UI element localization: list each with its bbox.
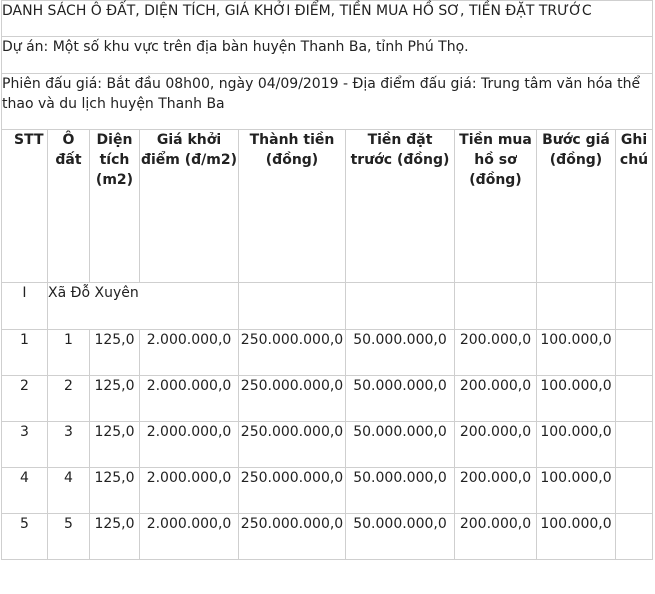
table-row xyxy=(2,514,653,560)
land-auction-table xyxy=(1,0,653,560)
cell-plot: 3 xyxy=(48,422,90,468)
cell-dossier-fee: 200.000,0 xyxy=(455,330,537,376)
column-header-starting-price: Giá khởi điểm (đ/m2) xyxy=(140,130,239,283)
auction-session-info: Phiên đấu giá: Bắt đầu 08h00, ngày 04/09/2019 - Địa điểm đấu giá: Trung tâm văn hóa thể thao và du lịch huyện Thanh Ba xyxy=(2,74,653,130)
section-index: I xyxy=(2,283,48,330)
project-info: Dự án: Một số khu vực trên địa bàn huyện Thanh Ba, tỉnh Phú Thọ. xyxy=(2,37,653,74)
cell-deposit: 50.000.000,0 xyxy=(346,422,455,468)
cell-deposit: 50.000.000,0 xyxy=(346,514,455,560)
cell-stt: 2 xyxy=(2,376,48,422)
cell-area: 125,0 xyxy=(90,330,140,376)
cell-notes xyxy=(616,422,653,468)
column-header-price-step: Bước giá (đồng) xyxy=(537,130,616,283)
column-header-plot: Ô đất xyxy=(48,130,90,283)
cell-total: 250.000.000,0 xyxy=(239,514,346,560)
table-row xyxy=(2,422,653,468)
section-name: Xã Đỗ Xuyên xyxy=(48,283,239,330)
cell-area: 125,0 xyxy=(90,514,140,560)
column-header-total: Thành tiền (đồng) xyxy=(239,130,346,283)
table-row xyxy=(2,468,653,514)
column-header-area: Diện tích (m2) xyxy=(90,130,140,283)
column-header-deposit: Tiền đặt trước (đồng) xyxy=(346,130,455,283)
section-row xyxy=(2,283,653,330)
cell-deposit: 50.000.000,0 xyxy=(346,376,455,422)
cell-dossier-fee: 200.000,0 xyxy=(455,514,537,560)
cell-stt: 4 xyxy=(2,468,48,514)
cell-plot: 1 xyxy=(48,330,90,376)
table-row xyxy=(2,330,653,376)
cell-deposit: 50.000.000,0 xyxy=(346,468,455,514)
cell-plot: 4 xyxy=(48,468,90,514)
column-header-notes: Ghi chú xyxy=(616,130,653,283)
cell-dossier-fee: 200.000,0 xyxy=(455,376,537,422)
cell-stt: 1 xyxy=(2,330,48,376)
cell-area: 125,0 xyxy=(90,376,140,422)
cell-stt: 5 xyxy=(2,514,48,560)
cell-area: 125,0 xyxy=(90,468,140,514)
cell-starting-price: 2.000.000,0 xyxy=(140,376,239,422)
cell-total: 250.000.000,0 xyxy=(239,330,346,376)
cell-notes xyxy=(616,376,653,422)
cell-price-step: 100.000,0 xyxy=(537,468,616,514)
cell-notes xyxy=(616,330,653,376)
cell-price-step: 100.000,0 xyxy=(537,422,616,468)
cell-deposit: 50.000.000,0 xyxy=(346,330,455,376)
cell-starting-price: 2.000.000,0 xyxy=(140,514,239,560)
cell-starting-price: 2.000.000,0 xyxy=(140,468,239,514)
cell-total: 250.000.000,0 xyxy=(239,376,346,422)
column-header-dossier-fee: Tiền mua hồ sơ (đồng) xyxy=(455,130,537,283)
cell-price-step: 100.000,0 xyxy=(537,330,616,376)
cell-notes xyxy=(616,514,653,560)
cell-area: 125,0 xyxy=(90,422,140,468)
cell-dossier-fee: 200.000,0 xyxy=(455,468,537,514)
list-title: DANH SÁCH Ô ĐẤT, DIỆN TÍCH, GIÁ KHỞI ĐIỂM, TIỀN MUA HỒ SƠ, TIỀN ĐẶT TRƯỚC xyxy=(2,1,653,37)
cell-price-step: 100.000,0 xyxy=(537,376,616,422)
cell-total: 250.000.000,0 xyxy=(239,422,346,468)
cell-plot: 2 xyxy=(48,376,90,422)
column-header-stt: STT xyxy=(2,130,48,283)
table-row xyxy=(2,376,653,422)
cell-total: 250.000.000,0 xyxy=(239,468,346,514)
cell-starting-price: 2.000.000,0 xyxy=(140,330,239,376)
cell-starting-price: 2.000.000,0 xyxy=(140,422,239,468)
cell-stt: 3 xyxy=(2,422,48,468)
cell-notes xyxy=(616,468,653,514)
cell-dossier-fee: 200.000,0 xyxy=(455,422,537,468)
cell-plot: 5 xyxy=(48,514,90,560)
table-header-row xyxy=(2,130,653,283)
cell-price-step: 100.000,0 xyxy=(537,514,616,560)
